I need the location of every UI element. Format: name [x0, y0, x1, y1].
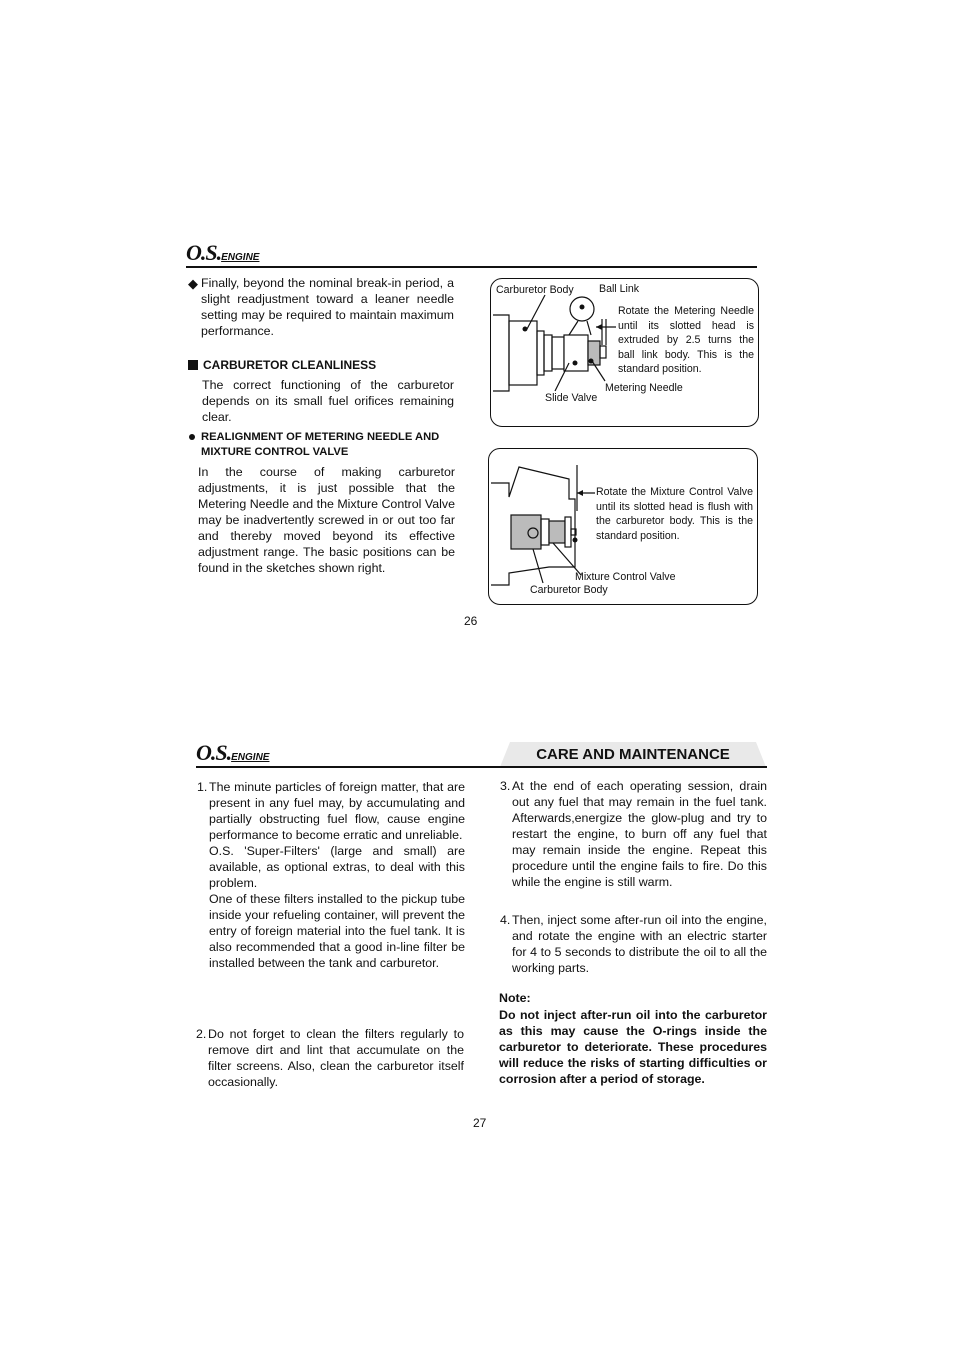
logo-main-text: O.S. — [186, 240, 222, 265]
logo-main-text-2: O.S. — [196, 740, 232, 765]
list-item-2 — [196, 1026, 464, 1090]
mixture-control-diagram — [488, 448, 758, 605]
mixture-control-note: Rotate the Mixture Control Valve until its slotted head is flush with the carburetor body. This is the standard position. — [596, 486, 753, 542]
logo-sub-text: ENGINE — [221, 252, 260, 263]
list-item-4 — [500, 912, 767, 976]
os-engine-logo-2 — [196, 740, 269, 766]
page-number-27: 27 — [473, 1116, 487, 1130]
label-mixture-control-valve: Mixture Control Valve — [575, 571, 676, 583]
square-bullet-icon — [188, 360, 198, 370]
note-text: Do not inject after-run oil into the carburetor as this may cause the O-rings inside the carburetor to deteriorate. These procedures will reduce the risks of starting difficulties or corrosion after a period of storage. — [499, 1008, 767, 1086]
header-rule-2 — [196, 766, 767, 768]
list-item-paragraph: At the end of each operating session, drain out any fuel that may remain in the fuel tank. Afterwards,energize the glow-plug and try to restart the engine, to burn off any fuel that may remain inside the engine. Repeat this procedure until the engine fails to fire. Do this while the engine is still warm. — [512, 779, 767, 889]
label-ball-link: Ball Link — [599, 283, 640, 295]
section-title: CARE AND MAINTENANCE — [536, 746, 730, 763]
list-item-paragraph: O.S. 'Super-Filters' (large and small) are available, as optional extras, to deal with this problem. — [209, 844, 465, 890]
cleanliness-text: The correct functioning of the carburetor depends on its small fuel orifices remaining clear. — [202, 378, 454, 424]
intro-block — [188, 275, 454, 339]
note-block — [499, 990, 767, 1087]
list-item-paragraph: Then, inject some after-run oil into the engine, and rotate the engine with an electric starter for 4 to 5 seconds to distribute the oil to all the working parts. — [512, 913, 767, 975]
metering-needle-note: Rotate the Metering Needle until its slotted head is extruded by 2.5 turns the ball link body. This is the standard position. — [618, 305, 754, 375]
list-item-paragraph: Do not forget to clean the filters regularly to remove dirt and lint that accumulate on the filter screens. Also, clean the carburetor itself occasionally. — [208, 1027, 464, 1089]
list-item-paragraph: One of these filters installed to the pickup tube inside your refueling container, will prevent the entry of foreign material into the fuel tank. It is also recommended that a good in-line filter be installed between the tank and carburetor. — [209, 892, 465, 970]
realignment-section — [188, 430, 455, 576]
cleanliness-section — [188, 358, 454, 425]
realignment-heading-line1: REALIGNMENT OF METERING NEEDLE AND — [201, 431, 440, 443]
page-number-26: 26 — [464, 614, 478, 628]
header-rule — [186, 266, 757, 268]
intro-text: Finally, beyond the nominal break-in period, a slight readjustment toward a leaner needle setting may be required to maintain maximum performance. — [201, 276, 454, 338]
realignment-heading-line2: MIXTURE CONTROL VALVE — [201, 446, 349, 458]
round-bullet-icon — [189, 434, 195, 440]
label-metering-needle: Metering Needle — [605, 382, 683, 394]
list-item-number: 4. — [500, 913, 511, 927]
list-item-number: 3. — [500, 779, 511, 793]
logo-sub-text-2: ENGINE — [231, 752, 270, 763]
label-carburetor-body-2: Carburetor Body — [530, 584, 608, 596]
note-label: Note: — [499, 991, 531, 1005]
list-item-3 — [500, 778, 767, 890]
diamond-bullet-icon: ◆ — [188, 276, 198, 291]
cleanliness-heading: CARBURETOR CLEANLINESS — [203, 358, 377, 372]
list-item-paragraph: The minute particles of foreign matter, that are present in any fuel may, by accumulating and partially obstructing fuel flow, cause engine performance to become erratic and unreliable. — [209, 780, 465, 842]
label-carburetor-body: Carburetor Body — [496, 284, 574, 296]
list-item-number: 1. — [197, 780, 208, 794]
section-title-banner — [500, 742, 766, 767]
realignment-text: In the course of making carburetor adjustments, it is just possible that the Metering Needle and the Mixture Control Valve may be inadvertently screwed in or out too far and thereby moved beyond its effective adjustment range. The basic positions can be found in the sketches shown right. — [198, 465, 455, 575]
metering-needle-diagram — [490, 278, 759, 427]
os-engine-logo — [186, 240, 259, 266]
label-slide-valve: Slide Valve — [545, 392, 598, 404]
list-item-number: 2. — [196, 1027, 207, 1041]
list-item-1 — [197, 779, 465, 971]
